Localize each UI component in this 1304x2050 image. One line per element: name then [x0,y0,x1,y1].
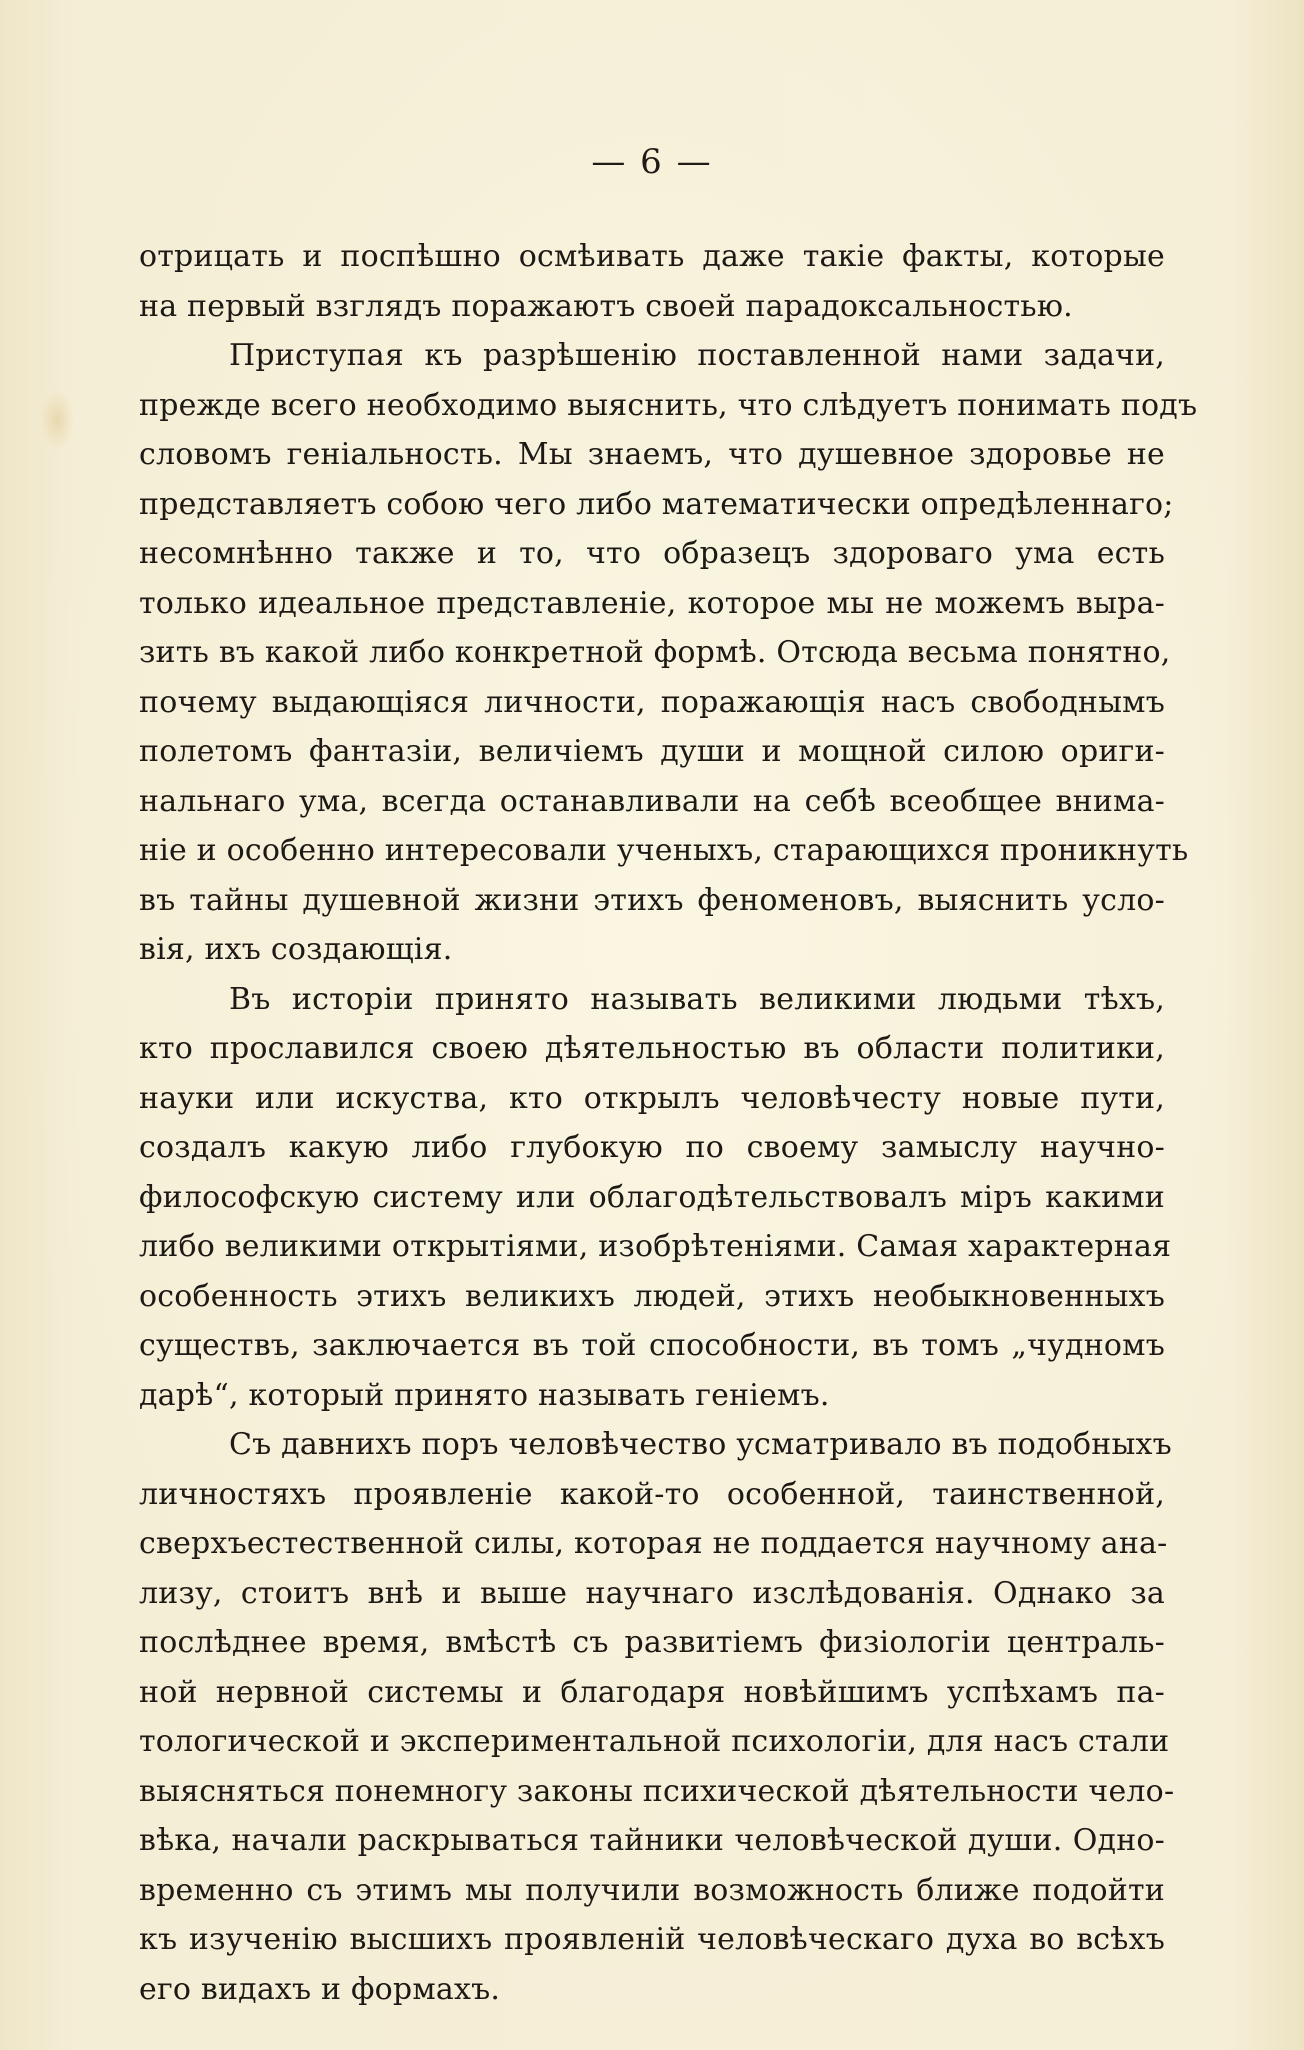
text-line: тологической и экспериментальной психологіи, для насъ стали [139,1724,1170,1759]
text-line: Въ исторіи принято называть великими людьми тѣхъ, [229,981,1165,1017]
text-line: въ тайны душевной жизни этихъ феноменовъ, выяснить усло- [139,882,1165,918]
body-text [139,232,1198,2014]
text-line: дарѣ“, который принято называть геніемъ. [139,1377,830,1413]
text-line: выясняться понемногу законы психической дѣятельности чело- [139,1773,1175,1809]
text-line: существъ, заключается въ той способности, въ томъ „чудномъ [139,1328,1165,1363]
text-line: полетомъ фантазіи, величіемъ души и мощной силою ориги- [139,734,1165,769]
text-line: лизу, стоитъ внѣ и выше научнаго изслѣдованія. Однако за [139,1575,1165,1611]
text-line: зить въ какой либо конкретной формѣ. Отсюда весьма понятно, [139,635,1171,670]
text-line: ной нервной системы и благодаря новѣйшимъ успѣхамъ па- [139,1674,1165,1710]
text-line: либо великими открытіями, изобрѣтеніями. Самая характерная [139,1229,1172,1264]
text-line: его видахъ и формахъ. [139,1971,501,2007]
text-line: ніе и особенно интересовали ученыхъ, старающихся проникнуть [139,833,1189,868]
text-line: временно съ этимъ мы получили возможность ближе подойти [139,1872,1165,1908]
text-line: науки или искуства, кто открылъ человѣчесту новые пути, [139,1080,1165,1116]
text-line: на первый взглядъ поражаютъ своей парадоксальностью. [139,288,1073,324]
text-line: философскую систему или облагодѣтельствовалъ міръ какими [139,1179,1165,1215]
text-line: Приступая къ разрѣшенію поставленной нами задачи, [229,338,1165,373]
text-line: къ изученію высшихъ проявленій человѣческаго духа во всѣхъ [139,1922,1165,1957]
text-line: нальнаго ума, всегда останавливали на себѣ всеобщее внима- [139,783,1165,819]
text-line: вія, ихъ создающія. [139,932,453,967]
text-line: кто прославился своею дѣятельностью въ области политики, [139,1031,1165,1066]
text-line: особенность этихъ великихъ людей, этихъ необыкновенныхъ [139,1278,1165,1314]
text-line: создалъ какую либо глубокую по своему замыслу научно- [139,1130,1165,1165]
text-line: несомнѣнно также и то, что образецъ здороваго ума есть [139,536,1165,571]
text-line: прежде всего необходимо выяснить, что слѣдуетъ понимать подъ [139,387,1198,423]
text-line: послѣднее время, вмѣстѣ съ развитіемъ физіологіи централь- [139,1625,1165,1660]
text-line: вѣка, начали раскрываться тайники человѣческой души. Одно- [139,1823,1165,1858]
text-line: Съ давнихъ поръ человѣчество усматривало въ подобныхъ [229,1427,1172,1462]
text-line: словомъ геніальность. Мы знаемъ, что душевное здоровье не [139,437,1165,472]
text-line: отрицать и поспѣшно осмѣивать даже такіе факты, которые [139,239,1165,274]
paper-stain [40,390,74,450]
text-line: личностяхъ проявленіе какой-то особенной, таинственной, [139,1476,1165,1512]
text-line: только идеальное представленіе, которое мы не можемъ выра- [139,585,1165,621]
page-number: — 6 — [591,142,713,182]
text-line: представляетъ собою чего либо математически опредѣленнаго; [139,486,1174,522]
text-line: сверхъестественной силы, которая не поддается научному ана- [139,1526,1168,1561]
text-line: почему выдающіяся личности, поражающія насъ свободнымъ [139,684,1165,720]
